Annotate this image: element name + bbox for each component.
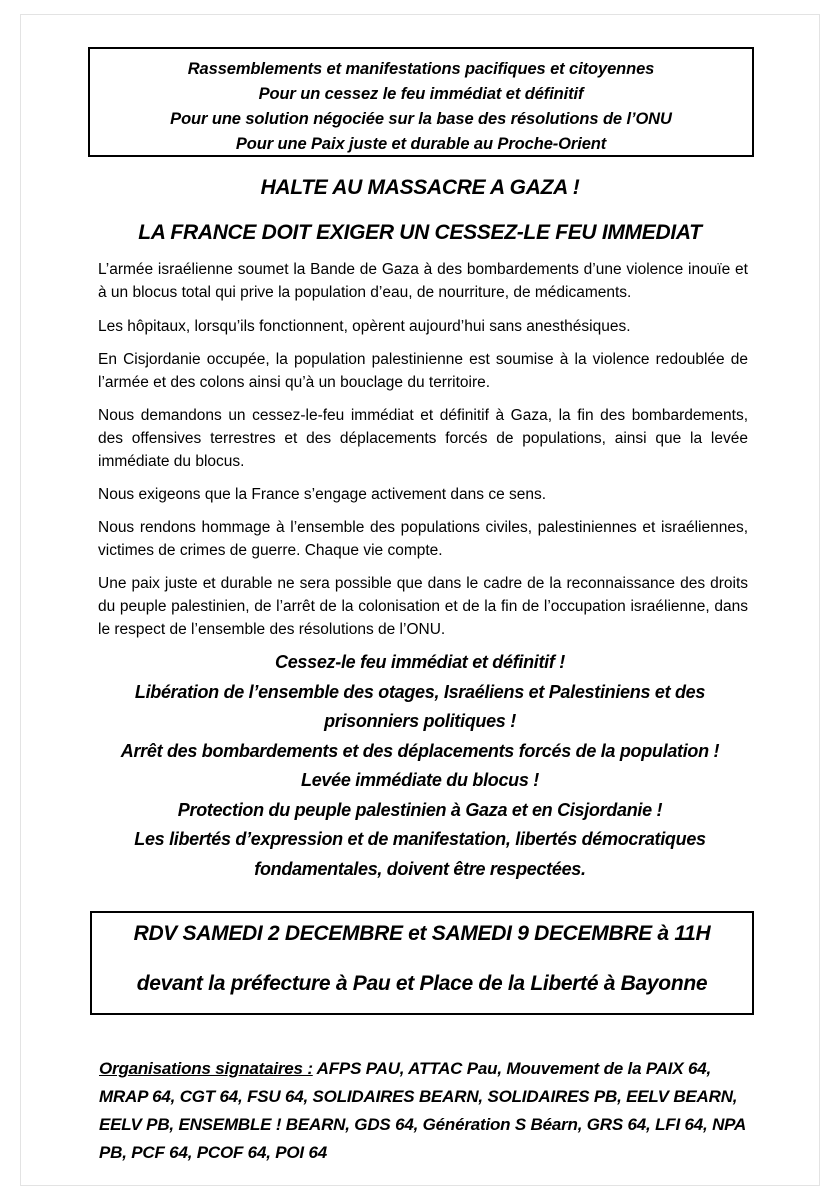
demands-block — [60, 648, 780, 884]
headline-halte: HALTE AU MASSACRE A GAZA ! — [260, 176, 580, 199]
demand-line: Les libertés d’expression et de manifestation, libertés démocratiques — [134, 829, 706, 849]
paragraph-paix: Une paix juste et durable ne sera possible que dans le cadre de la reconnaissance des droits du peuple palestinien, de l’arrêt de la colonisation et de la fin de l’occupation israélienne, dans le respect de l’ensemble des résolutions de l’ONU. — [98, 575, 748, 638]
header-box — [88, 47, 754, 157]
rdv-location: devant la préfecture à Pau et Place de la Liberté à Bayonne — [136, 972, 708, 995]
header-line: Pour une Paix juste et durable au Proche-Orient — [235, 135, 607, 153]
demand-line: Protection du peuple palestinien à Gaza et en Cisjordanie ! — [177, 799, 663, 820]
rdv-date: RDV SAMEDI 2 DECEMBRE et SAMEDI 9 DECEMBRE à 11H — [133, 922, 711, 945]
paragraph-bombardements: L’armée israélienne soumet la Bande de Gaza à des bombardements d’une violence inouïe et à un blocus total qui prive la population d’eau, de nourriture, de médicaments. — [98, 261, 748, 301]
paragraph-hommage: Nous rendons hommage à l’ensemble des populations civiles, palestiniennes et israéliennes, victimes de crimes de guerre. Chaque vie compte. — [98, 519, 748, 559]
signatories — [99, 1055, 759, 1167]
paragraph-france: Nous exigeons que la France s’engage activement dans ce sens. — [98, 486, 547, 503]
header-line: Pour un cessez le feu immédiat et définitif — [258, 85, 584, 103]
headline-france: LA FRANCE DOIT EXIGER UN CESSEZ-LE FEU IMMEDIAT — [138, 221, 702, 244]
rdv-box — [90, 911, 754, 1015]
signatories-label: Organisations signataires : — [99, 1059, 313, 1078]
paragraph-demandes: Nous demandons un cessez-le-feu immédiat et définitif à Gaza, la fin des bombardements, des offensives terrestres et des déplacements forcés de populations, ainsi que la levée immédiate du blocus. — [98, 407, 748, 470]
demand-line: Cessez-le feu immédiat et définitif ! — [275, 652, 565, 672]
header-line: Pour une solution négociée sur la base des résolutions de l’ONU — [170, 110, 672, 128]
signatories-list: AFPS PAU, ATTAC Pau, Mouvement de la PAIX 64, MRAP 64, CGT 64, FSU 64, SOLIDAIRES BEARN, SOLIDAIRES PB, EELV BEARN, EELV PB, ENSEMBLE ! BEARN, GDS 64, Génération S Béarn, GRS 64, LFI 64, NPA PB, PCF 64, PCOF 64, POI 64 — [99, 1059, 746, 1162]
header-line: Rassemblements et manifestations pacifiques et citoyennes — [187, 60, 655, 78]
demand-line: prisonniers politiques ! — [324, 711, 516, 731]
paragraph-hopitaux: Les hôpitaux, lorsqu’ils fonctionnent, opèrent aujourd’hui sans anesthésiques. — [98, 318, 631, 335]
demand-line: Arrêt des bombardements et des déplacements forcés de la population ! — [120, 740, 720, 761]
demand-line: Levée immédiate du blocus ! — [301, 770, 539, 790]
demand-line: fondamentales, doivent être respectées. — [254, 858, 586, 879]
paragraph-cisjordanie: En Cisjordanie occupée, la population palestinienne est soumise à la violence redoublée de l’armée et des colons ainsi qu’à un bouclage du territoire. — [98, 351, 748, 391]
demand-line: Libération de l’ensemble des otages, Israéliens et Palestiniens et des — [134, 681, 706, 702]
